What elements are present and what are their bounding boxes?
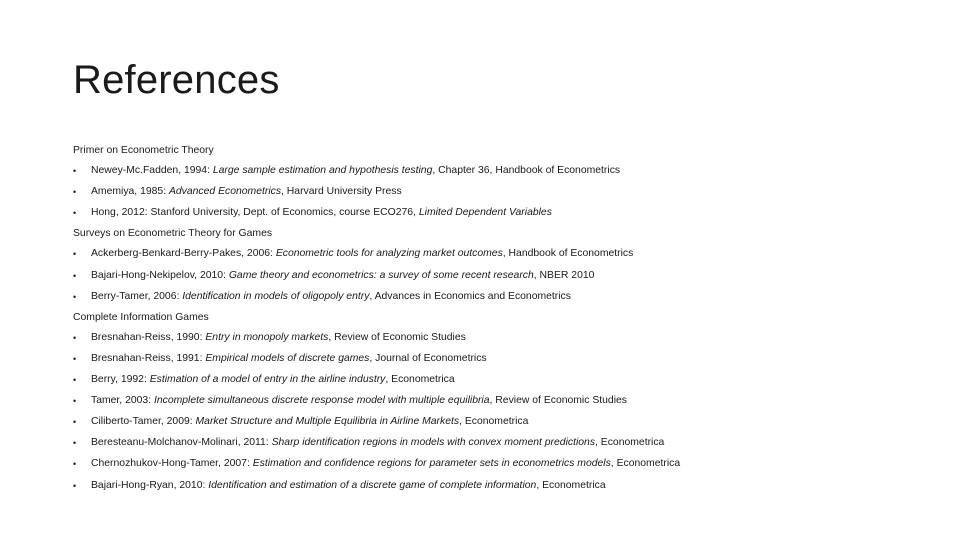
reference-item bbox=[73, 433, 943, 454]
bullet-icon bbox=[73, 328, 91, 349]
reference-title: Empirical models of discrete games bbox=[205, 352, 370, 364]
reference-author-year: Ackerberg-Benkard-Berry-Pakes, 2006: bbox=[91, 248, 276, 260]
section-heading: Complete Information Games bbox=[73, 311, 209, 323]
reference-source: , Econometrica bbox=[595, 437, 665, 449]
reference-source: , Chapter 36, Handbook of Econometrics bbox=[432, 165, 621, 177]
bullet-icon bbox=[73, 244, 91, 265]
reference-author-year: Berry-Tamer, 2006: bbox=[91, 290, 183, 302]
references-content bbox=[73, 141, 943, 497]
reference-title: Advanced Econometrics bbox=[168, 186, 282, 198]
reference-item bbox=[73, 454, 943, 475]
reference-item bbox=[73, 244, 943, 265]
reference-text bbox=[91, 349, 487, 370]
reference-item bbox=[73, 161, 943, 182]
reference-item bbox=[73, 476, 943, 497]
reference-item bbox=[73, 287, 943, 308]
slide-title: References bbox=[73, 58, 280, 102]
reference-text bbox=[91, 476, 606, 497]
reference-source: , Econometrica bbox=[610, 458, 681, 470]
reference-title: Identification and estimation of a discrete game of complete information bbox=[208, 479, 537, 491]
reference-item bbox=[73, 349, 943, 370]
reference-source: , Advances in Economics and Econometrics bbox=[369, 290, 571, 302]
reference-title: Estimation and confidence regions for parameter sets in econometrics models bbox=[252, 458, 611, 470]
reference-text bbox=[91, 287, 571, 308]
bullet-icon bbox=[73, 287, 91, 308]
reference-author-year: Chernozhukov-Hong-Tamer, 2007: bbox=[91, 458, 253, 470]
reference-title: Limited Dependent Variables bbox=[418, 207, 552, 219]
reference-item bbox=[73, 328, 943, 349]
reference-text bbox=[91, 328, 466, 349]
reference-item bbox=[73, 182, 943, 203]
section-heading: Primer on Econometric Theory bbox=[73, 145, 214, 156]
reference-source: , Harvard University Press bbox=[281, 186, 402, 198]
reference-text bbox=[91, 433, 664, 454]
bullet-icon bbox=[73, 412, 91, 433]
reference-title: Econometric tools for analyzing market outcomes bbox=[275, 248, 503, 260]
reference-source: , Journal of Econometrics bbox=[369, 352, 487, 364]
reference-author-year: Tamer, 2003: bbox=[91, 395, 154, 407]
reference-author-year: Bresnahan-Reiss, 1990: bbox=[91, 331, 206, 343]
reference-author-year: Bajari-Hong-Ryan, 2010: bbox=[91, 479, 209, 491]
reference-text bbox=[91, 244, 633, 265]
reference-author-year: Amemiya, 1985: bbox=[91, 186, 169, 198]
reference-item bbox=[73, 412, 943, 433]
bullet-icon bbox=[73, 391, 91, 412]
reference-title: Large sample estimation and hypothesis testing bbox=[212, 165, 433, 177]
bullet-icon bbox=[73, 433, 91, 454]
bullet-icon bbox=[73, 161, 91, 182]
reference-item bbox=[73, 391, 943, 412]
reference-title: Incomplete simultaneous discrete response model with multiple equilibria bbox=[153, 395, 490, 407]
reference-item bbox=[73, 266, 943, 287]
reference-source: , Econometrica bbox=[459, 416, 529, 428]
reference-text bbox=[91, 454, 680, 475]
reference-title: Identification in models of oligopoly entry bbox=[182, 290, 370, 302]
reference-text bbox=[91, 412, 528, 433]
reference-text bbox=[91, 370, 455, 391]
bullet-icon bbox=[73, 349, 91, 370]
reference-text bbox=[91, 161, 620, 182]
reference-author-year: Hong, 2012: Stanford University, Dept. of Economics, course ECO276, bbox=[91, 207, 419, 219]
reference-text bbox=[91, 391, 627, 412]
reference-author-year: Beresteanu-Molchanov-Molinari, 2011: bbox=[91, 437, 272, 449]
section-heading: Surveys on Econometric Theory for Games bbox=[73, 228, 273, 240]
reference-source: , Econometrica bbox=[536, 479, 606, 491]
reference-item bbox=[73, 203, 943, 224]
reference-source: , Review of Economic Studies bbox=[489, 395, 627, 407]
reference-title: Game theory and econometrics: a survey of some recent research bbox=[228, 269, 534, 281]
reference-text bbox=[91, 266, 594, 287]
bullet-icon bbox=[73, 182, 91, 203]
reference-source: , NBER 2010 bbox=[533, 269, 595, 281]
bullet-icon bbox=[73, 266, 91, 287]
reference-text bbox=[91, 203, 552, 224]
reference-title: Sharp identification regions in models with convex moment predictions bbox=[271, 437, 596, 449]
reference-author-year: Bajari-Hong-Nekipelov, 2010: bbox=[91, 269, 229, 281]
reference-item bbox=[73, 370, 943, 391]
reference-source: , Review of Economic Studies bbox=[328, 331, 466, 343]
reference-source: , Handbook of Econometrics bbox=[502, 248, 634, 260]
reference-author-year: Ciliberto-Tamer, 2009: bbox=[91, 416, 196, 428]
reference-title: Estimation of a model of entry in the airline industry bbox=[149, 374, 386, 386]
bullet-icon bbox=[73, 454, 91, 475]
reference-text bbox=[91, 182, 402, 203]
reference-author-year: Berry, 1992: bbox=[91, 374, 150, 386]
reference-source: , Econometrica bbox=[385, 374, 455, 386]
bullet-icon bbox=[73, 203, 91, 224]
reference-author-year: Bresnahan-Reiss, 1991: bbox=[91, 352, 206, 364]
reference-author-year: Newey-Mc.Fadden, 1994: bbox=[91, 165, 213, 177]
reference-title: Market Structure and Multiple Equilibria in Airline Markets bbox=[195, 416, 460, 428]
reference-title: Entry in monopoly markets bbox=[205, 331, 329, 343]
bullet-icon bbox=[73, 476, 91, 497]
bullet-icon bbox=[73, 370, 91, 391]
